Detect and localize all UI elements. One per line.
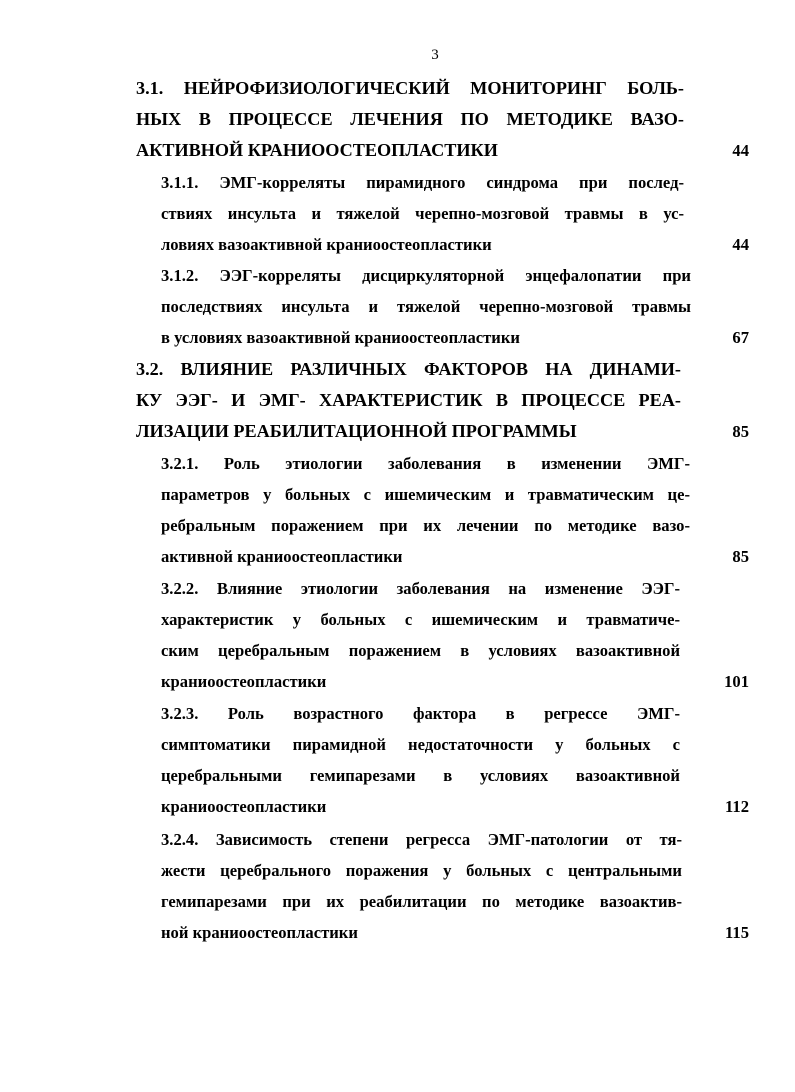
toc-page-number: 85 xyxy=(732,547,749,566)
toc-entry-line: активной краниоостеопластики xyxy=(161,547,403,566)
toc-entry-3-1 xyxy=(136,73,684,166)
toc-entry-line: симптоматики пирамидной недостаточности у больных с xyxy=(161,735,680,754)
page-number: 3 xyxy=(431,47,439,63)
toc-entry-line: гемипарезами при их реабилитации по методике вазоактив- xyxy=(161,892,682,911)
toc-entry-3-1-2 xyxy=(161,260,691,353)
toc-entry-line: церебральными гемипарезами в условиях вазоактивной xyxy=(161,766,680,785)
toc-page-number: 85 xyxy=(732,422,749,441)
toc-entry-3-1-1 xyxy=(161,167,684,260)
toc-entry-line: ским церебральным поражением в условиях вазоактивной xyxy=(161,641,680,660)
toc-entry-line: 3.2.1. Роль этиологии заболевания в изменении ЭМГ- xyxy=(161,454,690,473)
toc-entry-line: 3.2.3. Роль возрастного фактора в регрессе ЭМГ- xyxy=(161,704,680,723)
toc-entry-line: КУ ЭЭГ- И ЭМГ- ХАРАКТЕРИСТИК В ПРОЦЕССЕ РЕА- xyxy=(136,390,681,410)
toc-page-number: 44 xyxy=(732,141,749,160)
toc-entry-line: ЛИЗАЦИИ РЕАБИЛИТАЦИОННОЙ ПРОГРАММЫ xyxy=(136,421,577,441)
toc-page-number: 112 xyxy=(725,797,749,816)
toc-entry-line: жести церебрального поражения у больных с центральными xyxy=(161,861,682,880)
toc-page-number: 115 xyxy=(725,923,749,942)
toc-entry-line: 3.2.2. Влияние этиологии заболевания на изменение ЭЭГ- xyxy=(161,579,680,598)
toc-entry-line: 3.2. ВЛИЯНИЕ РАЗЛИЧНЫХ ФАКТОРОВ НА ДИНАМИ- xyxy=(136,359,681,379)
toc-entry-3-2-4 xyxy=(161,824,682,948)
toc-entry-line: ствиях инсульта и тяжелой черепно-мозговой травмы в ус- xyxy=(161,204,684,223)
toc-entry-3-2-1 xyxy=(161,448,690,572)
toc-entry-line: 3.1.2. ЭЭГ-корреляты дисциркуляторной энцефалопатии при xyxy=(161,266,691,285)
toc-entry-line: 3.1. НЕЙРОФИЗИОЛОГИЧЕСКИЙ МОНИТОРИНГ БОЛЬ- xyxy=(136,78,684,98)
toc-entry-line: АКТИВНОЙ КРАНИООСТЕОПЛАСТИКИ xyxy=(136,140,498,160)
toc-page-number: 101 xyxy=(724,672,749,691)
toc-page-number: 67 xyxy=(732,328,749,347)
toc-entry-line: характеристик у больных с ишемическим и травматиче- xyxy=(161,610,680,629)
toc-entry-line: 3.2.4. Зависимость степени регресса ЭМГ-патологии от тя- xyxy=(161,830,682,849)
toc-entry-line: в условиях вазоактивной краниоостеопластики xyxy=(161,328,520,347)
toc-entry-3-2-2 xyxy=(161,573,680,697)
toc-entry-line: краниоостеопластики xyxy=(161,672,327,691)
toc-entry-3-2-3 xyxy=(161,698,680,822)
toc-entry-line: НЫХ В ПРОЦЕССЕ ЛЕЧЕНИЯ ПО МЕТОДИКЕ ВАЗО- xyxy=(136,109,684,129)
toc-entry-3-2 xyxy=(136,354,681,447)
toc-entry-line: ребральным поражением при их лечении по методике вазо- xyxy=(161,516,690,535)
toc-entry-line: параметров у больных с ишемическим и травматическим це- xyxy=(161,485,690,504)
toc-page-number: 44 xyxy=(732,235,749,254)
toc-entry-line: ловиях вазоактивной краниоостеопластики xyxy=(161,235,492,254)
toc-entry-line: краниоостеопластики xyxy=(161,797,327,816)
toc-entry-line: ной краниоостеопластики xyxy=(161,923,358,942)
toc-entry-line: 3.1.1. ЭМГ-корреляты пирамидного синдрома при послед- xyxy=(161,173,684,192)
toc-entry-line: последствиях инсульта и тяжелой черепно-мозговой травмы xyxy=(161,297,691,316)
